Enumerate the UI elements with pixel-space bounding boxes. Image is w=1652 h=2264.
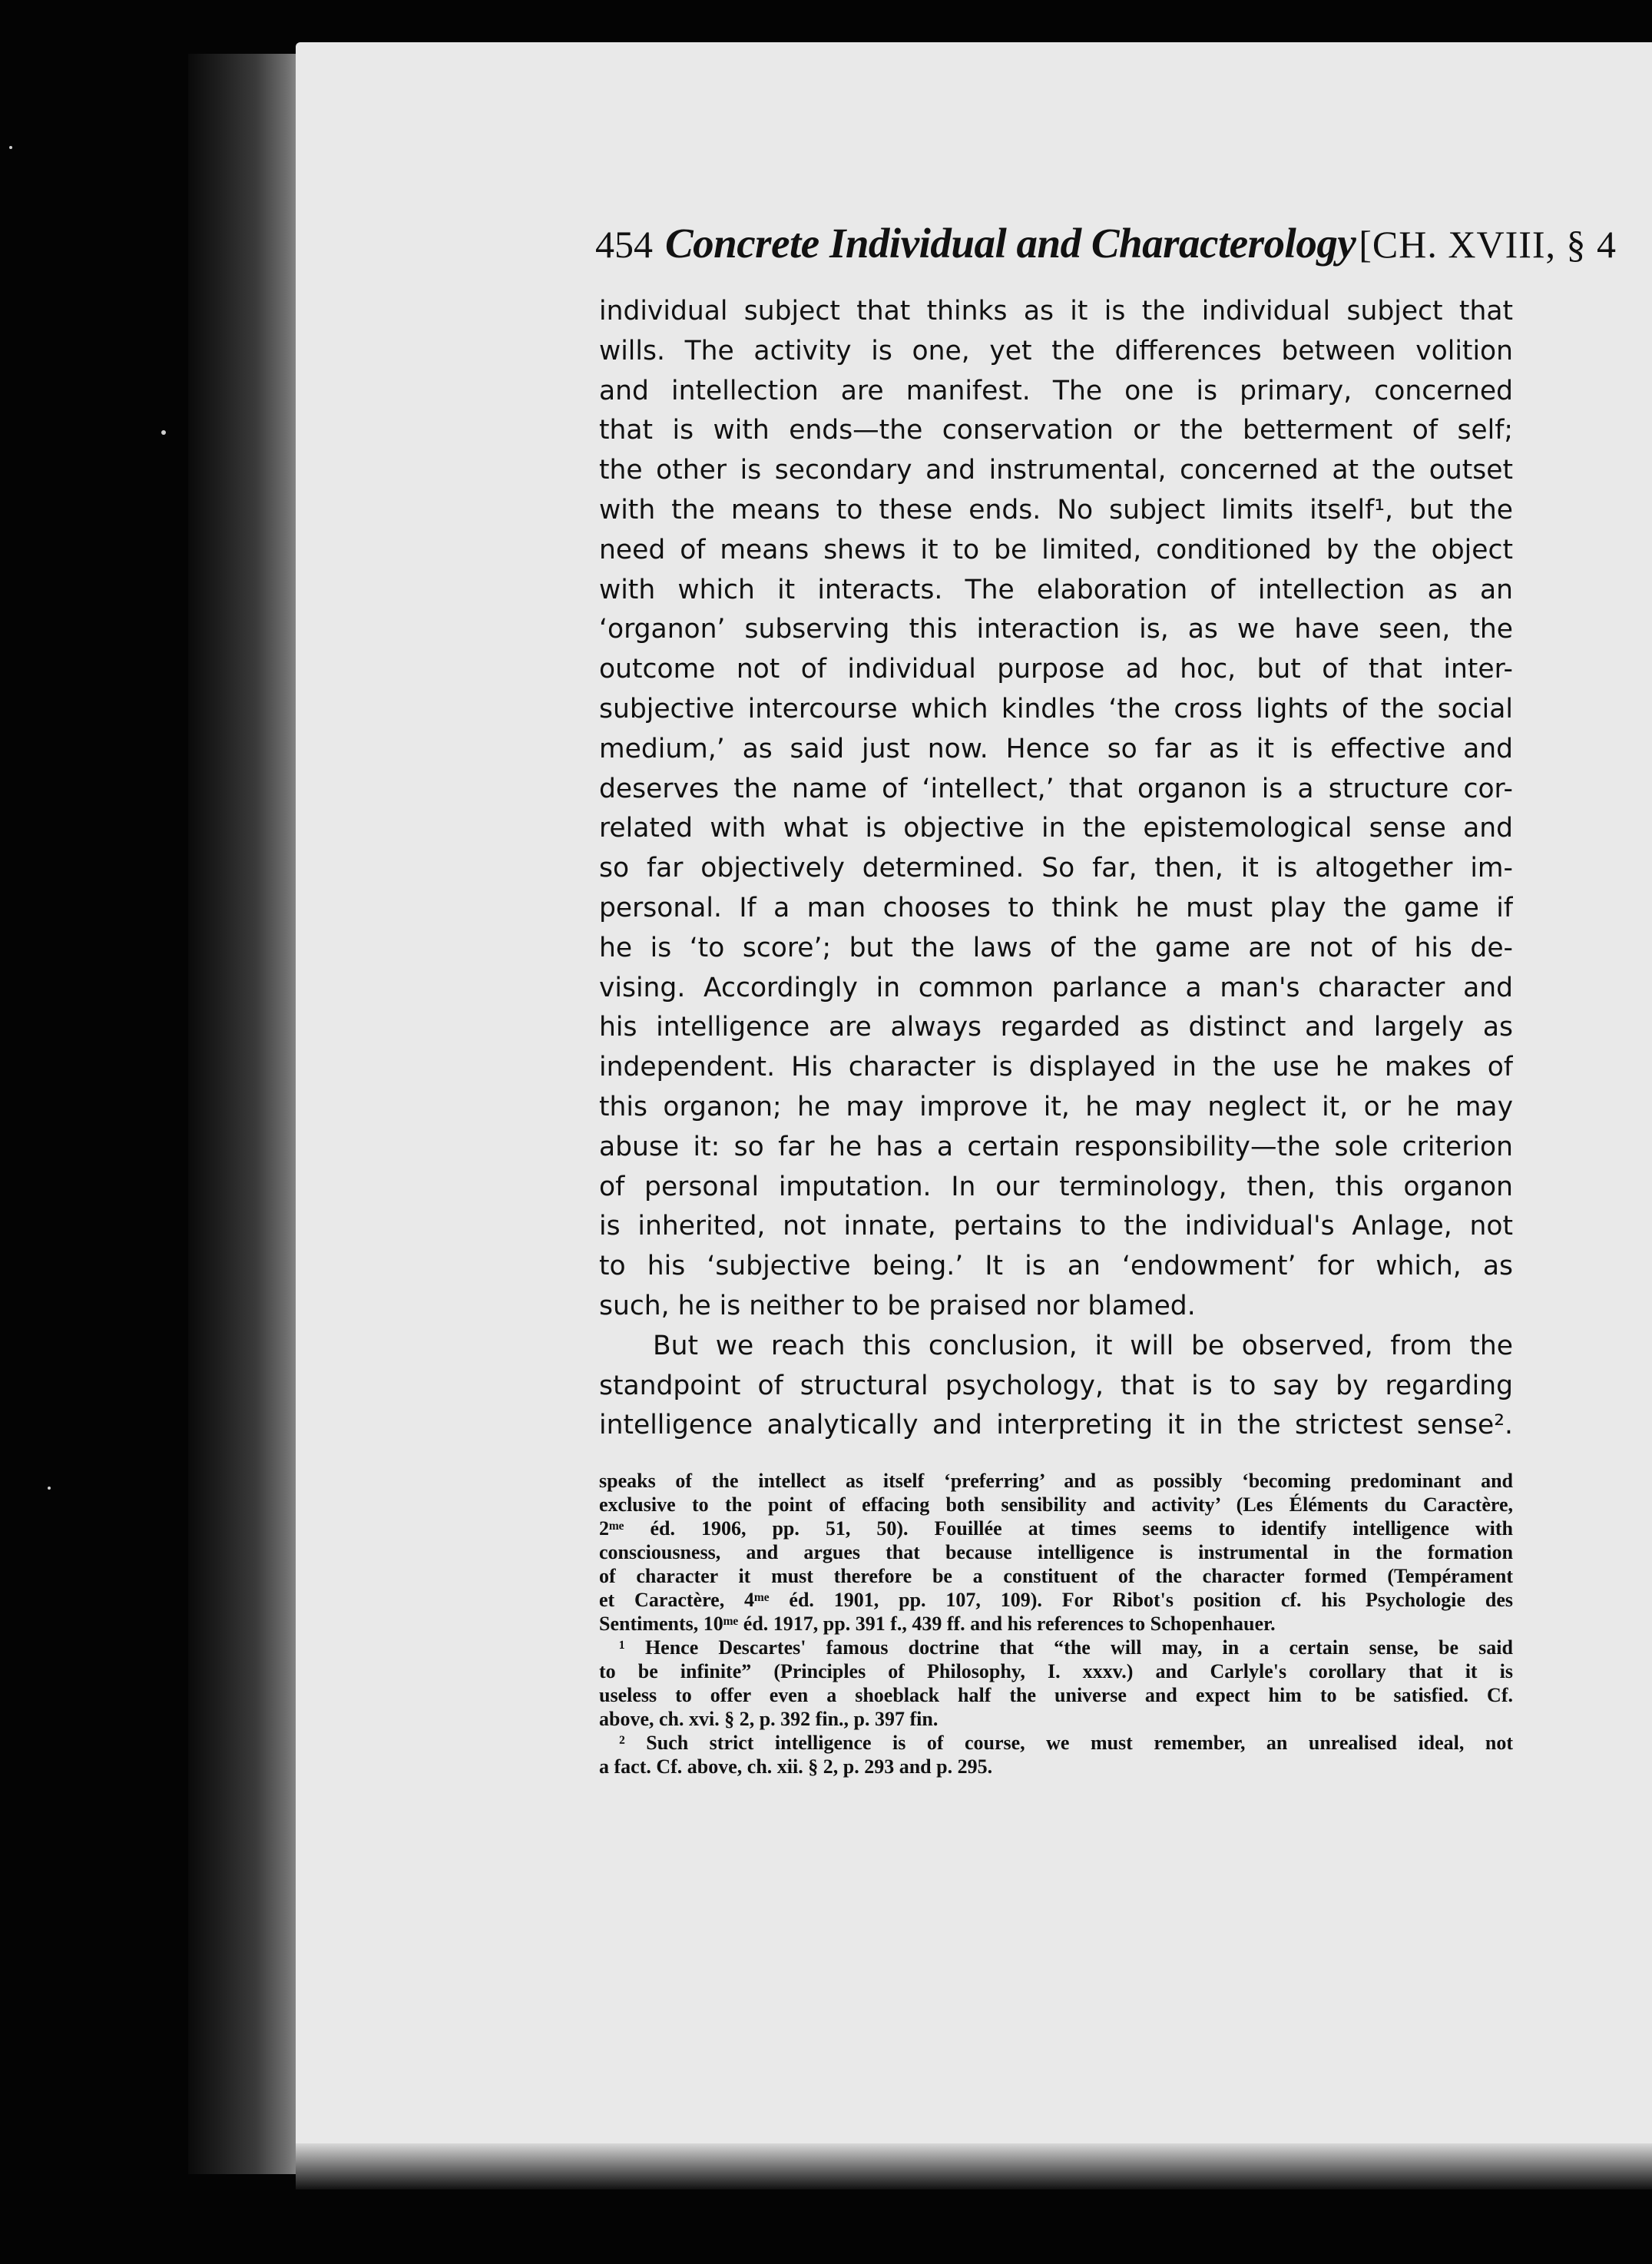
body-line: such, he is neither to be praised nor blamed.: [599, 1290, 1196, 1321]
body-line: related with what is objective in the epistemological sense and: [599, 813, 1513, 844]
body-line: wills. The activity is one, yet the differences between volition: [599, 335, 1513, 366]
footnote-line: exclusive to the point of effacing both sensibility and activity’ (Les Éléments du Caractère,: [599, 1493, 1513, 1516]
body-line: to his ‘subjective being.’ It is an ‘endowment’ for which, as: [599, 1251, 1513, 1282]
body-line: his intelligence are always regarded as distinct and largely as: [599, 1012, 1513, 1043]
body-line: personal. If a man chooses to think he must play the game if: [599, 892, 1513, 923]
body-text: [599, 292, 1513, 1446]
body-line: he is ‘to score’; but the laws of the game are not of his de-: [599, 932, 1513, 963]
footnote-line: ² Such strict intelligence is of course, we must remember, an unrealised ideal, not: [619, 1732, 1513, 1754]
footnote-line: to be infinite” (Principles of Philosophy, I. xxxv.) and Carlyle's corollary that it is: [599, 1660, 1513, 1682]
body-line: abuse it: so far he has a certain responsibility—the sole criterion: [599, 1131, 1513, 1162]
body-line: deserves the name of ‘intellect,’ that organon is a structure cor-: [599, 773, 1513, 804]
footnote-line: above, ch. xvi. § 2, p. 392 fin., p. 397 fin.: [599, 1708, 939, 1730]
body-line: vising. Accordingly in common parlance a man's character and: [599, 972, 1513, 1003]
body-line: and intellection are manifest. The one is primary, concerned: [599, 375, 1513, 406]
footnote-line: ¹ Hence Descartes' famous doctrine that “the will may, in a certain sense, be said: [619, 1636, 1513, 1659]
footnote-line: a fact. Cf. above, ch. xii. § 2, p. 293 and p. 295.: [599, 1755, 993, 1778]
footnote-line: consciousness, and argues that because intelligence is instrumental in the formation: [599, 1541, 1513, 1563]
body-line: subjective intercourse which kindles ‘the cross lights of the social: [599, 693, 1513, 724]
running-head: [595, 219, 1617, 288]
dust-speck: [48, 1487, 51, 1490]
body-line: independent. His character is displayed in the use he makes of: [599, 1052, 1513, 1083]
footnote-line: 2ᵐᵉ éd. 1906, pp. 51, 50). Fouillée at times seems to identify intelligence with: [599, 1517, 1513, 1540]
body-line: with the means to these ends. No subject limits itself¹, but the: [599, 494, 1513, 525]
chapter-reference: [CH. XVIII, § 4: [1359, 223, 1617, 266]
body-line: outcome not of individual purpose ad hoc, but of that inter-: [599, 654, 1513, 685]
body-line: so far objectively determined. So far, then, it is altogether im-: [599, 853, 1513, 884]
body-line: But we reach this conclusion, it will be observed, from the: [653, 1330, 1513, 1361]
body-line: medium,’ as said just now. Hence so far as it is effective and: [599, 733, 1513, 764]
body-line: is inherited, not innate, pertains to the individual's Anlage, not: [599, 1211, 1513, 1242]
page-number: 454: [595, 223, 653, 266]
footnote-line: useless to offer even a shoeblack half the universe and expect him to be satisfied. Cf.: [599, 1684, 1513, 1706]
book-spine-edge: [188, 54, 311, 2174]
body-line: intelligence analytically and interpreting it in the strictest sense².: [599, 1410, 1513, 1441]
page-bottom-edge: [296, 2143, 1652, 2189]
body-line: of personal imputation. In our terminology, then, this organon: [599, 1171, 1513, 1202]
footnote-line: et Caractère, 4ᵐᵉ éd. 1901, pp. 107, 109). For Ribot's position cf. his Psychologie des: [599, 1589, 1513, 1611]
body-line: standpoint of structural psychology, that is to say by regarding: [599, 1370, 1513, 1401]
footnote-line: speaks of the intellect as itself ‘preferring’ and as possibly ‘becoming predominant and: [599, 1470, 1513, 1492]
body-line: the other is secondary and instrumental, concerned at the outset: [599, 455, 1513, 486]
dust-speck: [161, 430, 166, 435]
body-line: need of means shews it to be limited, conditioned by the object: [599, 534, 1513, 565]
running-title: Concrete Individual and Characterology: [665, 220, 1356, 267]
body-line: this organon; he may improve it, he may neglect it, or he may: [599, 1091, 1513, 1122]
footnote-line: Sentiments, 10ᵐᵉ éd. 1917, pp. 391 f., 439 ff. and his references to Schopenhauer.: [599, 1613, 1276, 1635]
footnotes: [599, 1469, 1513, 1778]
footnote-line: of character it must therefore be a constituent of the character formed (Tempérament: [599, 1565, 1513, 1587]
body-line: individual subject that thinks as it is the individual subject that: [599, 296, 1513, 327]
dust-speck: [9, 146, 12, 149]
body-line: with which it interacts. The elaboration of intellection as an: [599, 574, 1513, 605]
body-line: that is with ends—the conservation or the betterment of self;: [599, 415, 1513, 446]
body-line: ‘organon’ subserving this interaction is, as we have seen, the: [599, 614, 1513, 645]
